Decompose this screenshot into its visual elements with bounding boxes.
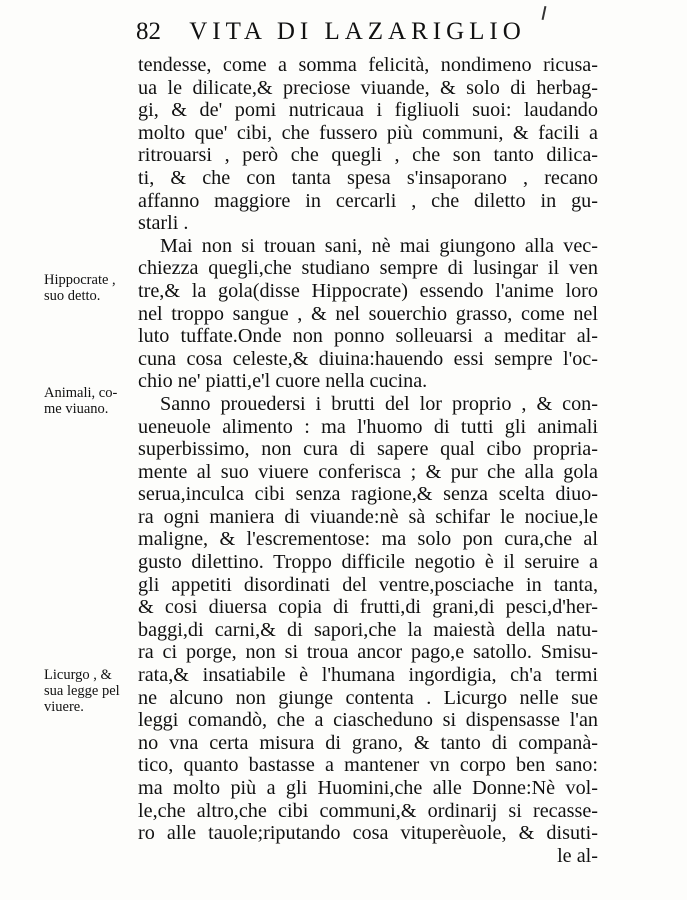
margin-note-line: suo detto. (44, 288, 101, 304)
margin-note-line: Hippocrate , (44, 272, 116, 288)
text-line: baggi,di carni,& di sapori,che la maiestà della natu- (138, 618, 598, 641)
margin-note-licurgo (44, 667, 134, 715)
text-line: ua le dilicate,& preciose viuande, & solo di herbag- (138, 76, 598, 99)
text-line: ma molto più a gli Huomini,che alle Donne:Nè vol- (138, 777, 598, 799)
margin-note-line: viuere. (44, 699, 84, 715)
body-text (138, 54, 598, 867)
text-line: ra ogni maniera di viuande:nè sà schifar le nociue,le (138, 505, 598, 528)
margin-note-line: Animali, co- (44, 385, 118, 401)
text-line: ro alle tauole;riputando cosa vituperèuole, & disuti- (138, 822, 598, 845)
text-line: molto que' cibi, che fussero più communi, & facili a (138, 121, 598, 144)
text-line: ueneuole alimento : ma l'huomo di tutti gli animali (138, 415, 598, 438)
margin-note-line: sua legge pel (44, 683, 120, 699)
margin-note-animali (44, 385, 134, 417)
text-line: tre,& la gola(disse Hippocrate) essendo l'anime loro (138, 279, 598, 302)
text-line: gli appetiti disordinati del ventre,posciache in tanta, (138, 573, 598, 596)
text-line: cuna cosa celeste,& diuina:hauendo essi sempre l'oc- (138, 347, 598, 370)
text-line: & cosi diuersa copia di frutti,di grani,di pesci,d'her- (138, 596, 598, 619)
running-title: VITA DI LAZARIGLIO (189, 18, 526, 45)
catchword: le al- (557, 844, 598, 867)
text-line: tico, quanto bastasse a mantener vn corpo ben sano: (138, 754, 598, 777)
text-line: chio ne' piatti,e'l cuore nella cucina. (138, 370, 428, 393)
text-line: ritrouarsi , però che quegli , che son tanto dilica- (138, 144, 598, 167)
margin-note-line: me viuano. (44, 401, 109, 417)
text-line: mente al suo viuere conferisca ; & pur che alla gola (138, 460, 598, 483)
text-line: chiezza quegli,che studiano sempre di lusingar il ven (138, 257, 598, 280)
text-line: superbissimo, non cura di sapere qual cibo propria- (138, 438, 598, 461)
text-line: leggi comandò, che a ciascheduno si dispensasse l'an (138, 709, 598, 732)
text-line: rata,& insatiabile è l'humana ingordigia, ch'a termi (138, 664, 598, 687)
text-line: nel troppo sangue , & nel souerchio grasso, come nel (138, 302, 598, 325)
ink-mark (542, 6, 547, 20)
text-line: serua,inculca cibi senza ragione,& senza scelta diuo- (138, 483, 598, 506)
text-line: Sanno prouedersi i brutti del lor proprio , & con- (160, 392, 598, 415)
margin-note-hippocrate (44, 272, 134, 304)
text-line: Mai non si trouan sani, nè mai giungono alla vec- (160, 234, 598, 257)
margin-note-line: Licurgo , & (44, 667, 112, 683)
text-line: ti, & che con tanta spesa s'insaporano , recano (138, 166, 598, 189)
text-line: starli . (138, 212, 189, 235)
text-line: gusto dilettino. Troppo difficile negotio è il seruire a (138, 551, 598, 574)
text-line: le,che altro,che cibi communi,& ordinarij si recasse- (138, 799, 598, 822)
text-line: gi, & de' pomi nutricaua i figliuoli suoi: laudando (138, 99, 598, 122)
text-line: maligne, & l'escrementose: ma solo pon cura,che al (138, 528, 598, 551)
page-number: 82 (136, 18, 161, 45)
text-line: tendesse, come a somma felicità, nondimeno ricusa- (138, 54, 598, 76)
text-line: ra ci porge, non si troua ancor pago,e satollo. Smisu- (138, 641, 598, 664)
text-line: luto tuffate.Onde non ponno solleuarsi a meditar al- (138, 325, 598, 348)
text-line: affanno maggiore in cercarli , che diletto in gu- (138, 189, 598, 212)
text-line: ne alcuno non giunge contenta . Licurgo nelle sue (138, 686, 598, 709)
page-header (136, 18, 526, 46)
text-line: no vna certa misura di grano, & tanto di companà- (138, 731, 598, 754)
